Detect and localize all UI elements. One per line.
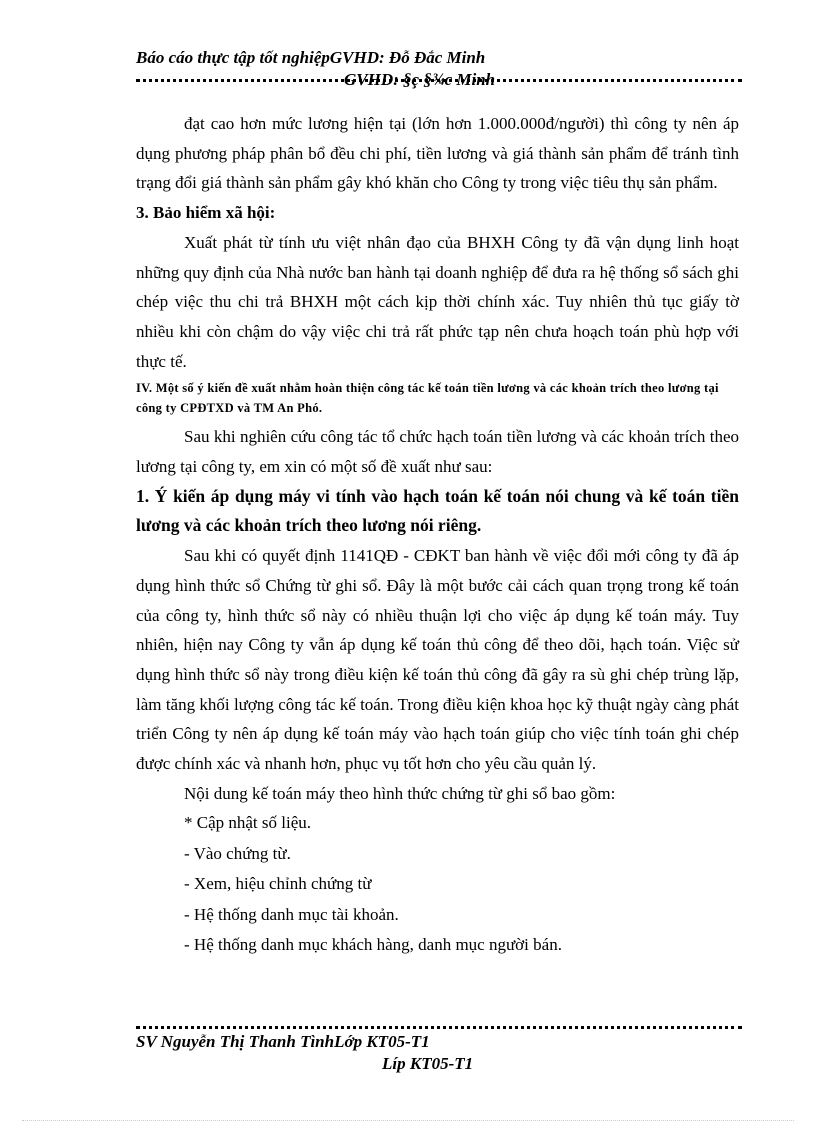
footer-class: Líp KT05-T1 [382,1054,474,1073]
footer-student: SV Nguyễn Thị Thanh TìnhLớp KT05-T1 [136,1032,430,1051]
list-item: * Cập nhật số liệu. [184,813,312,833]
list-item: - Xem, hiệu chỉnh chứng từ [184,874,372,894]
header-divider [136,79,742,85]
list-item: - Hệ thống danh mục khách hàng, danh mục người bán. [184,935,562,955]
page-edge [22,1120,794,1121]
header-supervisor: GVHD: §ç §¾c Minh [344,70,496,89]
list-item: - Hệ thống danh mục tài khoản. [184,904,399,924]
section-heading-computer-accounting: 1. Ý kiến áp dụng máy vi tính vào hạch toán kế toán nói chung và kế toán tiền lương và các khoản trích theo lương nói riêng. [136,485,739,536]
section-heading-social-insurance: 3. Bảo hiểm xã hội: [136,203,276,223]
paragraph-computer-accounting: Sau khi có quyết định 1141QĐ - CĐKT ban hành về việc đổi mới công ty đã áp dụng hình thức sổ Chứng từ ghi sổ. Đây là một bước cải cách quan trọng trong kế toán của công ty, hình thức sổ này có nhiều thuận lợi cho việc áp dụng kế toán máy. Tuy nhiên, hiện nay Công ty vẫn áp dụng kế toán thủ công để theo dõi, hạch toán. Việc sử dụng hình thức sổ này trong điều kiện kế toán thủ công đã gây ra sù ghi chép trùng lặp, làm tăng khối lượng công tác kế toán. Trong điều kiện khoa học kỹ thuật ngày càng phát triển Công ty nên áp dụng kế toán máy vào hạch toán giúp cho việc tính toán ghi chép được chính xác và nhanh hơn, phục vụ tốt hơn cho yêu cầu quản lý. [136,546,739,774]
paragraph-proposals-intro: Sau khi nghiên cứu công tác tổ chức hạch toán tiền lương và các khoản trích theo lương tại công ty, em xin có một số đề xuất như sau: [136,427,739,477]
paragraph-content-intro: Nội dung kế toán máy theo hình thức chứng từ ghi sổ bao gồm: [184,783,616,803]
header-title: Báo cáo thực tập tốt nghiệpGVHD: Đỗ Đắc Minh [136,48,486,67]
document-body [136,109,739,961]
paragraph-social-insurance: Xuất phát từ tính ưu việt nhân đạo của BHXH Công ty đã vận dụng linh hoạt những quy định của Nhà nước ban hành tại doanh nghiệp để đưa ra hệ thống sổ sách ghi chép việc thu chi trả BHXH một cách kịp thời chính xác. Tuy nhiên thủ tục giấy tờ nhiều khi còn chậm do vậy việc chi trả rất phức tạp nên chưa hoạch toán phù hợp với thực tế. [136,232,739,371]
section-heading-proposals: IV. Một số ý kiến đề xuất nhằm hoàn thiện công tác kế toán tiền lương và các khoản trích theo lương tại công ty CPĐTXD và TM An Phó. [136,381,719,416]
paragraph-salary: đạt cao hơn mức lương hiện tại (lớn hơn 1.000.000đ/người) thì công ty nên áp dụng phương pháp phân bổ đều chi phí, tiền lương và giá thành sản phẩm để tránh tình trạng đổi giá thành sản phẩm gây khó khăn cho Công ty trong việc tiêu thụ sản phẩm. [136,114,739,193]
list-item: - Vào chứng từ. [184,843,291,863]
